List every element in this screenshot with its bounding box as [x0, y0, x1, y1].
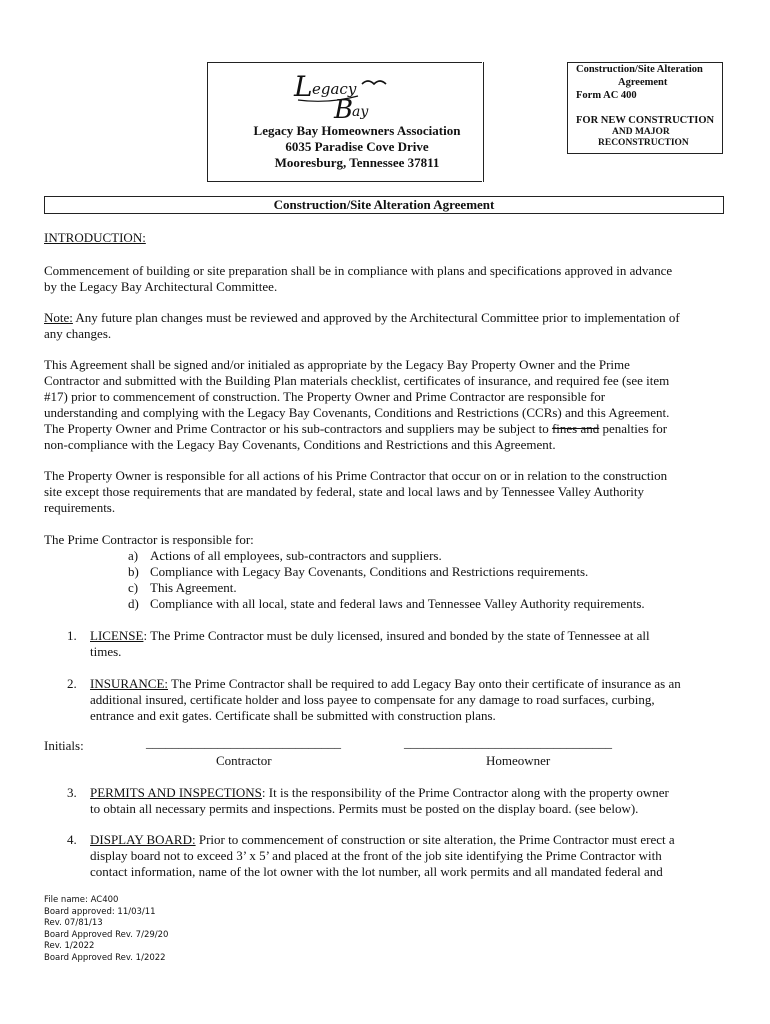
agreement-paragraph: [44, 357, 744, 453]
association-address-line1: 6035 Paradise Cove Drive: [285, 139, 429, 154]
item1-text-cont: times.: [90, 644, 122, 659]
agreement-line: non-compliance with the Legacy Bay Covenants, Conditions and Restrictions and this Agreement.: [44, 437, 556, 452]
note-text-cont: any changes.: [44, 326, 112, 341]
homeowner-caption: Homeowner: [486, 753, 551, 768]
logo-word-ay: ay: [352, 104, 369, 120]
contractor-initials-line[interactable]: ______________________________: [146, 735, 341, 750]
note-text: Any future plan changes must be reviewed and approved by the Architectural Committee prior to implementation of: [72, 310, 680, 325]
footer-board-approved-rev: Board Approved Rev. 1/2022: [44, 952, 166, 963]
item4-label: DISPLAY BOARD:: [90, 832, 196, 847]
form-box-line1: Construction/Site Alteration: [576, 64, 703, 75]
owner-line: The Property Owner is responsible for all actions of his Prime Contractor that occur on or in relation to the construction: [44, 468, 668, 483]
list-item: d) Compliance with all local, state and federal laws and Tennessee Valley Authority requirements.: [128, 596, 645, 611]
agreement-line: This Agreement shall be signed and/or initialed as appropriate by the Legacy Bay Property Owner and the Prime: [44, 357, 630, 372]
owner-line: requirements.: [44, 500, 116, 515]
homeowner-initials-line[interactable]: ________________________________: [404, 735, 612, 750]
intro-line: Commencement of building or site preparation shall be in compliance with plans and specifications approved in advance: [44, 263, 673, 278]
item4-number: 4.: [67, 832, 77, 847]
agreement-line: #17) prior to commencement of construction. The Property Owner and Prime Contractor are responsible for: [44, 389, 606, 404]
form-box-line4: FOR NEW CONSTRUCTION: [576, 115, 715, 126]
owner-line: site except those requirements that are mandated by federal, state and local laws and by Tennessee Valley Authority: [44, 484, 645, 499]
association-address-line2: Mooresburg, Tennessee 37811: [274, 155, 440, 170]
footer-rev: Rev. 1/2022: [44, 941, 95, 952]
footer-file-name: File name: AC400: [44, 895, 119, 905]
document-title: Construction/Site Alteration Agreement: [44, 196, 724, 214]
association-name: Legacy Bay Homeowners Association: [253, 123, 461, 138]
logo-word-egacy: egacy: [312, 80, 357, 98]
agreement-line: Contractor and submitted with the Building Plan materials checklist, certificates of insurance, and required fee (see item: [44, 373, 670, 388]
item2-insurance: [90, 676, 740, 724]
item4-display-board: [90, 832, 740, 880]
note-paragraph: [44, 310, 744, 342]
intro-heading: INTRODUCTION:: [44, 230, 146, 245]
revision-footer: [44, 895, 168, 965]
struck-text: fines and: [551, 421, 600, 436]
item3-text: : It is the responsibility of the Prime Contractor along with the property owner: [261, 785, 669, 800]
form-box-line5: AND MAJOR: [612, 127, 670, 137]
footer-board-approved: Board approved: 11/03/11: [44, 906, 156, 917]
item2-text: The Prime Contractor shall be required to add Legacy Bay onto their certificate of insurance as an: [168, 676, 681, 691]
item4-text: Prior to commencement of construction or site alteration, the Prime Contractor must erect a: [195, 832, 675, 847]
footer-rev: Rev. 07/81/13: [44, 918, 103, 929]
item2-text-cont: additional insured, certificate holder and loss payee to compensate for any damage to road surfaces, curbing,: [90, 692, 655, 707]
form-box-line6: RECONSTRUCTION: [598, 138, 689, 148]
prime-list: [128, 548, 645, 612]
intro-line: by the Legacy Bay Architectural Committee.: [44, 279, 278, 294]
logo-gull-icon: [362, 81, 386, 84]
item4-text-cont: display board not to exceed 3’ x 5’ and placed at the front of the job site identifying the Prime Contractor with: [90, 848, 662, 863]
item3-label: PERMITS AND INSPECTIONS: [90, 785, 262, 800]
item1-text: : The Prime Contractor must be duly licensed, insured and bonded by the state of Tennessee at all: [143, 628, 650, 643]
item2-label: INSURANCE:: [90, 676, 169, 691]
item3-text-cont: to obtain all necessary permits and inspections. Permits must be posted on the display board. (see below).: [90, 801, 639, 816]
owner-responsibility-paragraph: [44, 468, 744, 516]
list-item: c) This Agreement.: [128, 580, 237, 595]
item4-text-cont: contact information, name of the lot owner with the lot number, all work permits and all mandated federal and: [90, 864, 663, 879]
agreement-line: penalties for: [599, 421, 668, 436]
logo-letter-b: B: [334, 95, 354, 124]
contractor-caption: Contractor: [216, 753, 272, 768]
footer-board-approved-rev: Board Approved Rev. 7/29/20: [44, 929, 169, 940]
item2-text-cont: entrance and exit gates. Certificate shall be submitted with construction plans.: [90, 708, 496, 723]
item1-number: 1.: [67, 628, 77, 643]
prime-heading: The Prime Contractor is responsible for:: [44, 532, 254, 547]
note-label: Note:: [44, 310, 73, 325]
agreement-line: understanding and complying with the Legacy Bay Covenants, Conditions and Restrictions (CCRs) and this Agreement.: [44, 405, 670, 420]
legacy-bay-logo: [290, 66, 400, 124]
list-item: b) Compliance with Legacy Bay Covenants, Conditions and Restrictions requirements.: [128, 564, 589, 579]
item1-license: [90, 628, 740, 660]
item1-label: LICENSE: [90, 628, 144, 643]
association-block: [207, 123, 507, 171]
logo-letter-l: L: [294, 70, 313, 103]
item3-number: 3.: [67, 785, 77, 800]
initials-label: Initials:: [44, 738, 84, 753]
agreement-line: The Property Owner and Prime Contractor or his sub-contractors and suppliers may be subject to: [44, 421, 552, 436]
intro-paragraph: [44, 263, 734, 295]
item3-permits: [90, 785, 740, 817]
form-box-line3: Form AC 400: [576, 90, 637, 101]
form-info-box: [567, 62, 723, 154]
item2-number: 2.: [67, 676, 77, 691]
form-box-line2: Agreement: [618, 77, 668, 88]
list-item: a) Actions of all employees, sub-contractors and suppliers.: [128, 548, 442, 563]
